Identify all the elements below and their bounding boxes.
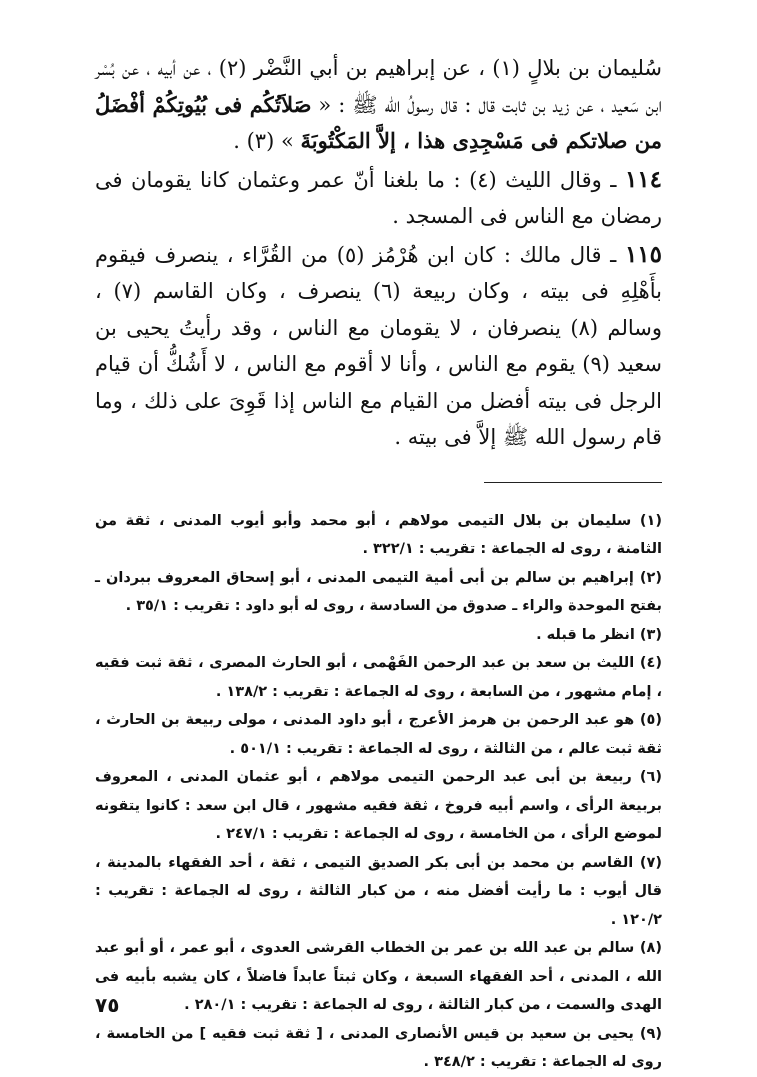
footnote-6: (٦) ربيعة بن أبى عبد الرحمن التيمى مولاهم ، أبو عثمان المدنى ، المعروف بربيعة الرأى ، واسم أبيه فروخ ، ثقة فقيه مشهور ، قال ابن سعد : كانوا يتقونه لموضع الرأى ، من الخامسة ، روى له الجماعة : تقريب : ٢٤٧/١ .: [95, 769, 662, 842]
footnote-9: (٩) يحيى بن سعيد بن قيس الأنصارى المدنى ، [ ثقة ثبت فقيه ] من الخامسة ، روى له الجماعة : تقريب : ٣٤٨/٢ .: [95, 1025, 662, 1070]
footnote-8: (٨) سالم بن عبد الله بن عمر بن الخطاب القرشى العدوى ، أبو عمر ، أو أبو عبد الله ، المدنى ، أحد الفقهاء السبعة ، وكان ثبتاً عابداً فاضلاً ، كان يشبه بأبيه فى الهدى والسمت ، من كبار الثالثة ، روى له الجماعة : تقريب : ٢٨٠/١ .: [95, 940, 662, 1013]
document-page: [95, 50, 662, 1070]
footnote-separator: [484, 482, 662, 483]
paragraph-hadith-113: [95, 50, 662, 160]
footnote-1: (١) سليمان بن بلال التيمى مولاهم ، أبو محمد وأبو أيوب المدنى ، ثقة من الثامنة ، روى له الجماعة : تقريب : ٣٢٢/١ .: [95, 512, 662, 557]
footnotes: [95, 507, 662, 1077]
footnote-3: (٣) انظر ما قبله .: [536, 626, 662, 643]
footnote-separator-wrap: [95, 456, 662, 507]
paragraph-text: سُليمان بن بلالٍ (١) ، عن إبراهيم بن أبي النَّضْر (٢) ، عن أبيه ، عن بُسْر ابن سَعيد ، عن زيد بن ثابت قال : قال رسولُ الله ﷺ : «: [95, 56, 662, 117]
item-number: ١١٤: [624, 165, 662, 193]
footnote-5: (٥) هو عبد الرحمن بن هرمز الأعرج ، أبو داود المدنى ، مولى ربيعة بن الحارث ، ثقة ثبت عالم ، من الثالثة ، روى له الجماعة : تقريب : ٥٠١/١ .: [95, 712, 662, 757]
paragraph-text: ـ وقال الليث (٤) : ما بلغنا أنّ عمر وعثمان كانا يقومان فى رمضان مع الناس فى المسجد .: [95, 167, 662, 228]
paragraph-hadith-115: [95, 237, 662, 456]
paragraph-text-end: » (٣) .: [233, 129, 301, 153]
paragraph-text: ـ قال مالك : كان ابن هُرْمُز (٥) من القُرَّاء ، ينصرف فيقوم بأَهْلِهِ فى بيته ، وكان ربيعة (٦) ينصرف ، وكان القاسم (٧) ، وسالم (٨) ينصرفان ، لا يقومان مع الناس ، وقد رأيتُ يحيى بن سعيد (٩) يقوم مع الناس ، وأنا لا أقوم مع الناس ، لا أَشُكُّ أن قيام الرجل فى بيته أفضل من القيام مع الناس إذا قَوِىَ على ذلك ، وما قام رسول الله ﷺ إلاَّ فى بيته .: [95, 242, 662, 449]
footnote-4: (٤) الليث بن سعد بن عبد الرحمن الفَهْمى ، أبو الحارث المصرى ، ثقة ثبت فقيه ، إمام مشهور ، من السابعة ، روى له الجماعة : تقريب : ١٣٨/٢ .: [95, 655, 662, 700]
hadith-quote: صَلاَتُكُم فى بُيُوتِكُمْ أفْضَلُ من صلاتكم فى مَسْجِدِى هذا ، إلاَّ المَكْتُوبَةَ: [95, 91, 662, 153]
footnote-7: (٧) القاسم بن محمد بن أبى بكر الصديق التيمى ، ثقة ، أحد الفقهاء بالمدينة ، قال أيوب : ما رأيت أفضل منه ، من كبار الثالثة ، روى له الجماعة : تقريب : ١٢٠/٢ .: [95, 854, 662, 928]
footnote-2: (٢) إبراهيم بن سالم بن أبى أمية التيمى المدنى ، أبو إسحاق المعروف ببردان ـ بفتح الموحدة والراء ـ صدوق من السادسة ، روى له أبو داود : تقريب : ٣٥/١ .: [95, 569, 662, 614]
page-number: ٧٥: [95, 993, 120, 1017]
main-text: [95, 50, 662, 456]
paragraph-hadith-114: [95, 162, 662, 235]
item-number: ١١٥: [624, 240, 662, 268]
